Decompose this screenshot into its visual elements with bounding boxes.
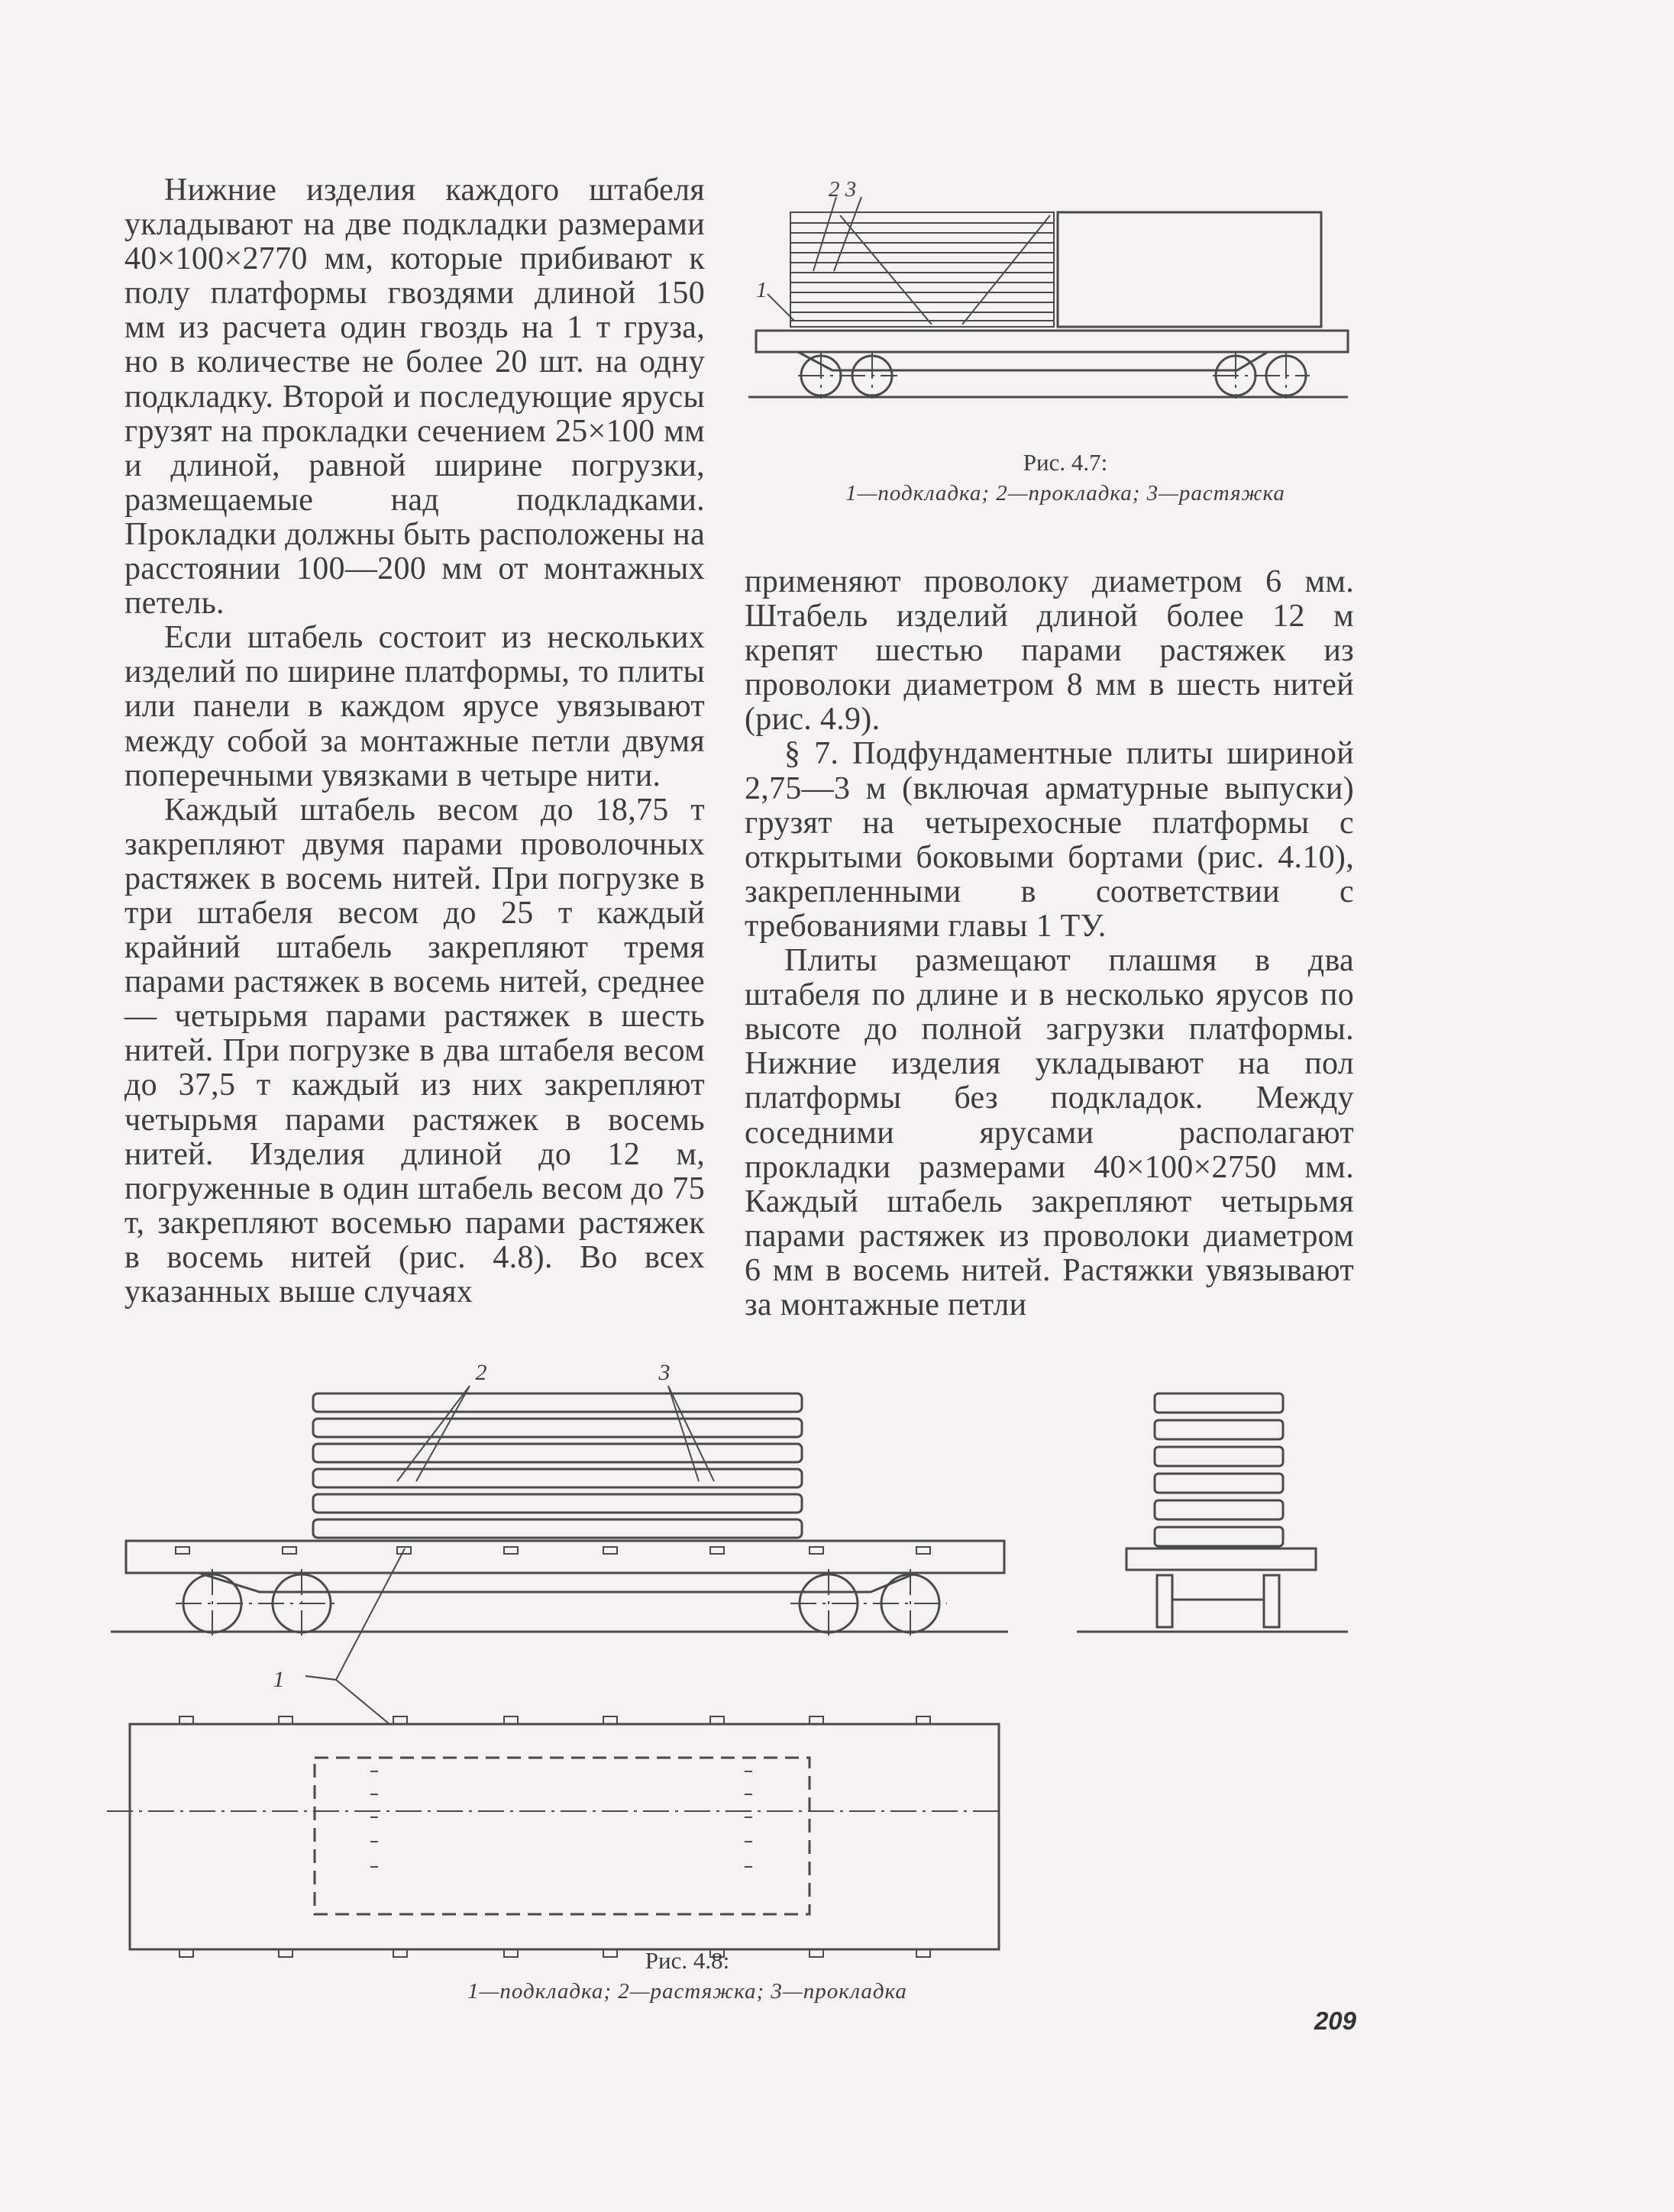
fig47-title: Рис. 4.7: (1023, 449, 1108, 476)
fig47-wheels (798, 353, 1310, 399)
fig47-second-stack (1058, 212, 1321, 327)
fig47-callout-1: 1 (756, 278, 768, 302)
fig48-callout-1: 1 (273, 1667, 285, 1692)
fig48-plan-view (107, 1716, 1000, 1957)
fig47-platform (756, 331, 1348, 352)
fig48-callout-2: 2 (475, 1360, 487, 1385)
page-number: 209 (1314, 2007, 1356, 2035)
right-text-column (745, 565, 1354, 1322)
fig48-slabs (313, 1393, 802, 1538)
left-text-column (124, 173, 705, 1309)
fig48-platform-stakes (176, 1547, 930, 1554)
figure-4-8-caption (412, 1946, 962, 2007)
figure-4-7-caption (764, 447, 1367, 509)
fig47-callouts-2-3 (829, 174, 874, 205)
fig47-callout-3: 3 (845, 177, 857, 202)
fig48-wheels (176, 1569, 947, 1636)
fig47-callout-2: 2 (829, 177, 840, 202)
fig48-platform (126, 1541, 1004, 1573)
fig48-end-view (1077, 1393, 1348, 1632)
fig47-stack (790, 212, 1054, 327)
paragraph: применяют проволоку диаметром 6 мм. Штабель изделий длиной более 12 м крепят шестью парами растяжек из проволоки диаметром 8 мм в шесть нитей (рис. 4.9). (745, 564, 1354, 738)
fig47-legend: 1—подкладка; 2—прокладка; 3—растяжка (845, 481, 1285, 505)
paragraph: Плиты размещают плашмя в два штабеля по длине и в несколько ярусов по высоте до полной загрузки платформы. Нижние изделия укладывают на пол платформы без подкладок. Между соседними ярусами располагают прокладки размерами 40×100×2750 мм. Каждый штабель закрепляют четырьмя парами растяжек из проволоки диаметром 6 мм в восемь нитей. Растяжки увязывают за монтажные петли (745, 943, 1354, 1322)
fig48-callout-3: 3 (658, 1360, 671, 1385)
fig48-title: Рис. 4.8: (645, 1947, 730, 1974)
paragraph: Каждый штабель весом до 18,75 т закрепляют двумя парами проволочных растяжек в восемь нитей. При погрузке в три штабеля весом до 25 т каждый крайний штабель закрепляют тремя парами растяжек в восемь нитей, среднее — четырьмя парами растяжек в шесть нитей. При погрузке в два штабеля весом до 37,5 т каждый из них закрепляют четырьмя парами растяжек в восемь нитей. Изделия длиной до 12 м, погруженные в один штабель весом до 75 т, закрепляют восемью парами растяжек в восемь нитей (рис. 4.8). Во всех указанных выше случаях (124, 792, 705, 1309)
paragraph: Нижние изделия каждого штабеля укладывают на две подкладки размерами 40×100×2770 мм, которые прибивают к полу платформы гвоздями длиной 150 мм из расчета один гвоздь на 1 т груза, но в количестве не более 20 шт. на одну подкладку. Второй и последующие ярусы грузят на прокладки сечением 25×100 мм и длиной, равной ширине погрузки, размещаемые над подкладками. Прокладки должны быть расположены на расстоянии 100—200 мм от монтажных петель. (124, 173, 706, 622)
paragraph: Если штабель состоит из нескольких изделий по ширине платформы, то плиты или панели в каждом ярусе увязывают между собой за монтажные петли двумя поперечными увязками в четыре нити. (124, 620, 705, 793)
fig48-legend: 1—подкладка; 2—растяжка; 3—прокладка (467, 1979, 907, 2004)
paragraph: § 7. Подфундаментные плиты шириной 2,75—3 м (включая арматурные выпуски) грузят на четырехосные платформы с открытыми боковыми бортами (рис. 4.10), закрепленными в соответствии с требованиями главы 1 ТУ. (745, 736, 1354, 944)
